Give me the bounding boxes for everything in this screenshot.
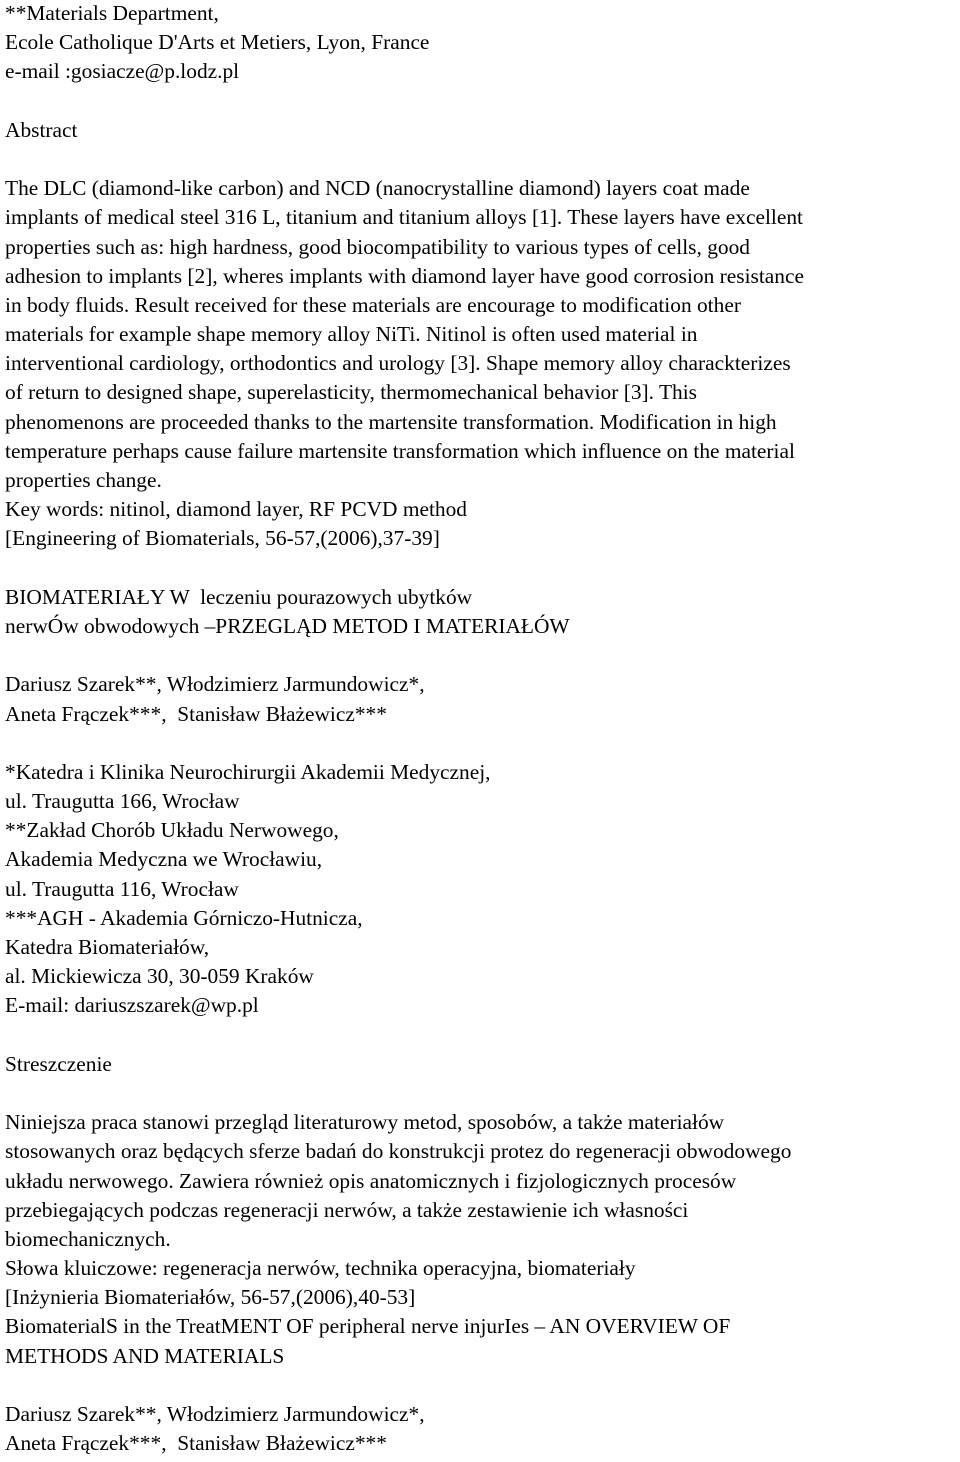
- abstract-line: The DLC (diamond-like carbon) and NCD (nanocrystalline diamond) layers coat made: [5, 176, 750, 201]
- summary-line: układu nerwowego. Zawiera również opis anatomicznych i fizjologicznych procesów: [5, 1168, 737, 1193]
- affiliation-line: **Materials Department,: [5, 1, 219, 25]
- affiliation-line: al. Mickiewicza 30, 30-059 Kraków: [5, 964, 314, 989]
- abstract-line: properties change.: [5, 468, 162, 492]
- summary-heading: Streszczenie: [5, 1051, 112, 1076]
- article-title: BIOMATERIAŁY W leczeniu pourazowych ubytków: [5, 584, 473, 609]
- spacer: [5, 1021, 957, 1050]
- abstract-line: implants of medical steel 316 L, titanium and titanium alloys [1]. These layers have excellent: [5, 205, 803, 230]
- citation-line: [Engineering of Biomaterials, 56-57,(2006),37-39]: [5, 526, 440, 551]
- affiliation-line: Ecole Catholique D'Arts et Metiers, Lyon, France: [5, 30, 430, 55]
- document-body: [5, 0, 957, 1458]
- keywords-line: Key words: nitinol, diamond layer, RF PCVD method: [5, 497, 467, 522]
- authors-line: Dariusz Szarek**, Włodzimierz Jarmundowicz*,: [5, 672, 425, 697]
- spacer: [5, 554, 957, 583]
- affiliation-line: Akademia Medyczna we Wrocławiu,: [5, 847, 323, 872]
- authors-line: Dariusz Szarek**, Włodzimierz Jarmundowicz*,: [5, 1402, 425, 1426]
- summary-line: stosowanych oraz będących sferze badań do konstrukcji protez do regeneracji obwodowego: [5, 1139, 792, 1164]
- email-line: E-mail: dariuszszarek@wp.pl: [5, 993, 259, 1018]
- spacer: [5, 1371, 957, 1400]
- citation-line: [Inżynieria Biomateriałów, 56-57,(2006),40-53]: [5, 1285, 416, 1310]
- abstract-line: in body fluids. Result received for these materials are encourage to modification other: [5, 292, 741, 317]
- affiliation-line: ul. Traugutta 116, Wrocław: [5, 876, 239, 901]
- affiliation-line: *Katedra i Klinika Neurochirurgii Akademii Medycznej,: [5, 759, 491, 784]
- abstract-line: properties such as: high hardness, good biocompatibility to various types of cells, good: [5, 234, 750, 259]
- keywords-line: Słowa kluiczowe: regeneracja nerwów, technika operacyjna, biomateriały: [5, 1256, 636, 1281]
- affiliation-line: ul. Traugutta 166, Wrocław: [5, 789, 240, 814]
- summary-line: przebiegających podczas regeneracji nerwów, a także zestawienie ich własności: [5, 1197, 689, 1222]
- spacer: [5, 1079, 957, 1108]
- abstract-heading: Abstract: [5, 117, 78, 142]
- affiliation-line: Katedra Biomateriałów,: [5, 935, 210, 959]
- abstract-line: materials for example shape memory alloy NiTi. Nitinol is often used material in: [5, 322, 698, 347]
- affiliation-line: ***AGH - Akademia Górniczo-Hutnicza,: [5, 905, 363, 930]
- abstract-line: interventional cardiology, orthodontics and urology [3]. Shape memory alloy charackterizes: [5, 351, 791, 376]
- authors-line: Aneta Frączek***, Stanisław Błażewicz***: [5, 1431, 387, 1456]
- abstract-line: adhesion to implants [2], wheres implants with diamond layer have good corrosion resistance: [5, 263, 804, 288]
- spacer: [5, 641, 957, 670]
- spacer: [5, 145, 957, 174]
- affiliation-line: **Zakład Chorób Układu Nerwowego,: [5, 818, 339, 843]
- abstract-line: of return to designed shape, superelasticity, thermomechanical behavior [3]. This: [5, 380, 697, 405]
- english-title: BiomaterialS in the TreatMENT OF peripheral nerve injurIes – AN OVERVIEW OF: [5, 1314, 731, 1339]
- summary-line: biomechanicznych.: [5, 1226, 171, 1251]
- summary-line: Niniejsza praca stanowi przegląd literaturowy metod, sposobów, a także materiałów: [5, 1110, 725, 1135]
- authors-line: Aneta Frączek***, Stanisław Błażewicz***: [5, 701, 387, 726]
- abstract-line: temperature perhaps cause failure martensite transformation which influence on the material: [5, 438, 795, 463]
- abstract-line: phenomenons are proceeded thanks to the martensite transformation. Modification in high: [5, 409, 777, 434]
- spacer: [5, 87, 957, 116]
- email-line: e-mail :gosiacze@p.lodz.pl: [5, 59, 240, 84]
- spacer: [5, 729, 957, 758]
- article-title: nerwÓw obwodowych –PRZEGLĄD METOD I MATERIAŁÓW: [5, 613, 570, 638]
- english-title: METHODS AND MATERIALS: [5, 1343, 285, 1368]
